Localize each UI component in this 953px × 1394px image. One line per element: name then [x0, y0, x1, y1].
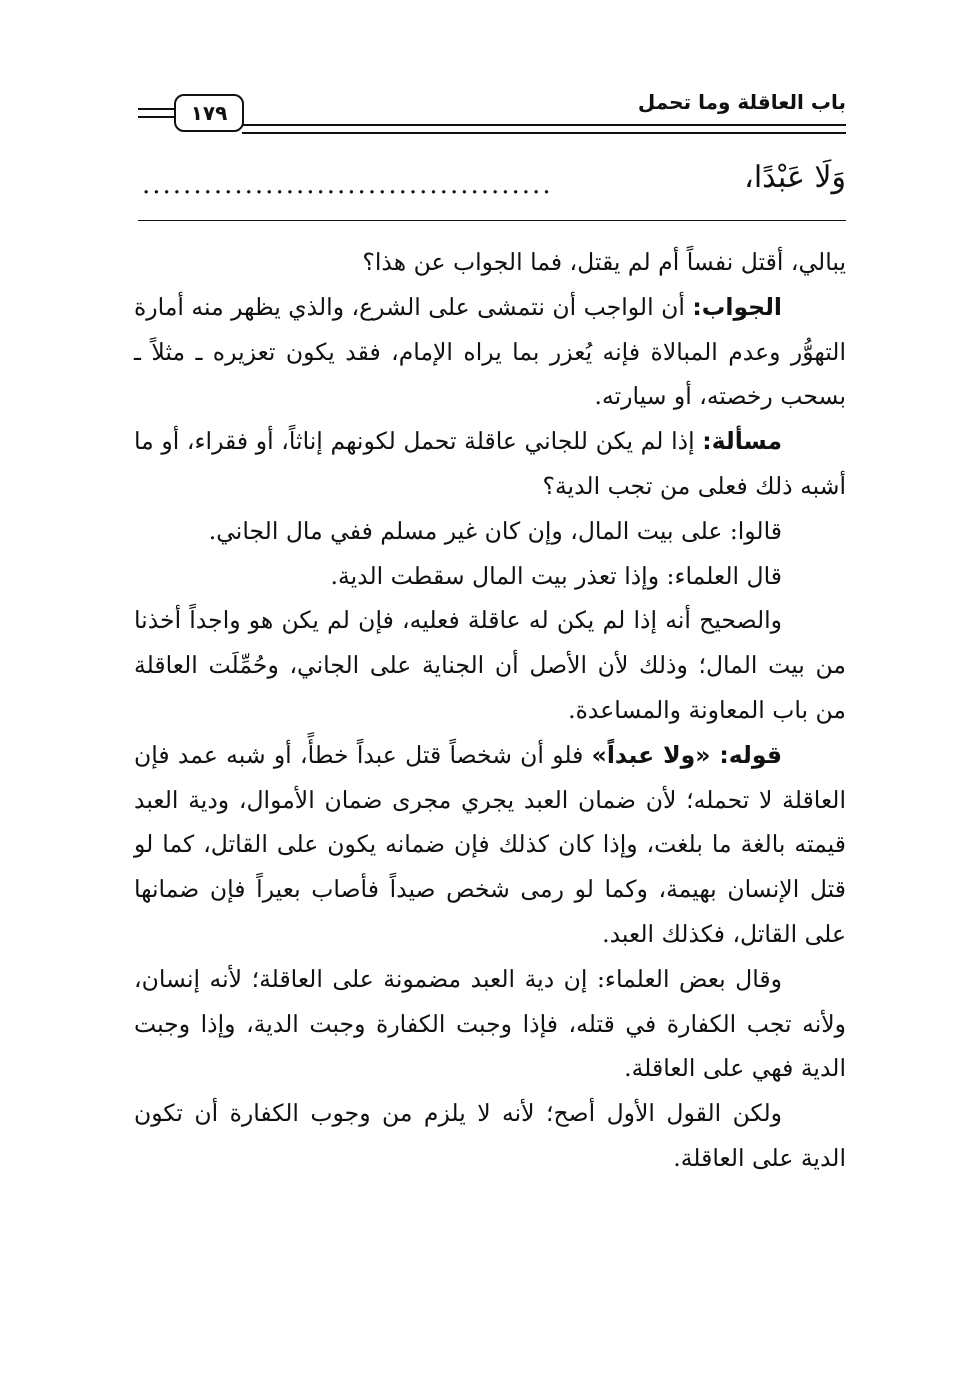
paragraph-text: فلو أن شخصاً قتل عبداً خطأً، أو شبه عمد فإن العاقلة لا تحمله؛ لأن ضمان العبد يجري مجرى ضمان الأموال، ودية العبد قيمته بالغة ما بلغت، وإذا كان كذلك فإن ضمانه يكون على القاتل، كما لو قتل الإنسان بهيمة، وكما لو رمى شخص صيداً فأصاب بعيراً فإن ضمانها على القاتل، فكذلك العبد.: [134, 740, 846, 948]
quote-label: قوله: «ولا عبداً»: [591, 740, 782, 769]
matn-line: [138, 160, 846, 210]
paragraph-text: إذا لم يكن للجاني عاقلة تحمل لكونهم إناثاً، أو فقراء، أو ما أشبه ذلك فعلى من تجب الدية؟: [134, 427, 846, 500]
paragraph-text: والصحيح أنه إذا لم يكن له عاقلة فعليه، فإن لم يكن هو واجداً أخذنا من بيت المال؛ وذلك لأن الأصل أن الجناية على الجاني، وحُمِّلَت العاقلة من باب المعاونة والمساعدة.: [134, 606, 846, 724]
header-rule-top-right: [242, 124, 846, 126]
paragraph-text: ولكن القول الأول أصح؛ لأنه لا يلزم من وجوب الكفارة أن تكون الدية على العاقلة.: [134, 1099, 846, 1172]
paragraph-4: [134, 509, 846, 554]
matn-dots: ........................................: [142, 170, 553, 200]
paragraph-6: [134, 598, 846, 732]
matn-text: وَلَا عَبْدًا،: [744, 160, 846, 195]
paragraph-1: [134, 240, 846, 285]
question-label: مسألة:: [702, 427, 782, 456]
answer-label: الجواب:: [692, 292, 782, 321]
paragraph-5: [134, 554, 846, 599]
matn-divider: [138, 220, 846, 221]
body-text: [134, 240, 846, 1181]
header-rule-top: [138, 108, 174, 110]
paragraph-text: وقال بعض العلماء: إن دية العبد مضمونة على العاقلة؛ لأنه إنسان، ولأنه تجب الكفارة في قتله، فإذا وجبت الكفارة وجبت الدية، وإذا وجبت الدية فهي على العاقلة.: [134, 964, 846, 1083]
page-number: ١٧٩: [174, 94, 244, 132]
paragraph-text: قال العلماء: وإذا تعذر بيت المال سقطت الدية.: [330, 561, 782, 590]
paragraph-text: يبالي، أقتل نفساً أم لم يقتل، فما الجواب عن هذا؟: [362, 248, 846, 276]
paragraph-2: [134, 285, 846, 419]
paragraph-text: قالوا: على بيت المال، وإن كان غير مسلم ففي مال الجاني.: [208, 516, 782, 545]
header-rule-bottom: [138, 116, 174, 118]
paragraph-9: [134, 1091, 846, 1181]
paragraph-8: [134, 957, 846, 1091]
paragraph-3: [134, 419, 846, 509]
page-header: [138, 86, 846, 142]
paragraph-7: [134, 733, 846, 957]
paragraph-text: أن الواجب أن نتمشى على الشرع، والذي يظهر منه أمارة التهوُّر وعدم المبالاة فإنه يُعزر بما يراه الإمام، فقد يكون تعزيره ـ مثلاً ـ بسحب رخصته، أو سيارته.: [134, 292, 846, 411]
header-rule-bottom-right: [242, 132, 846, 134]
running-title: باب العاقلة وما تحمل: [637, 90, 846, 114]
